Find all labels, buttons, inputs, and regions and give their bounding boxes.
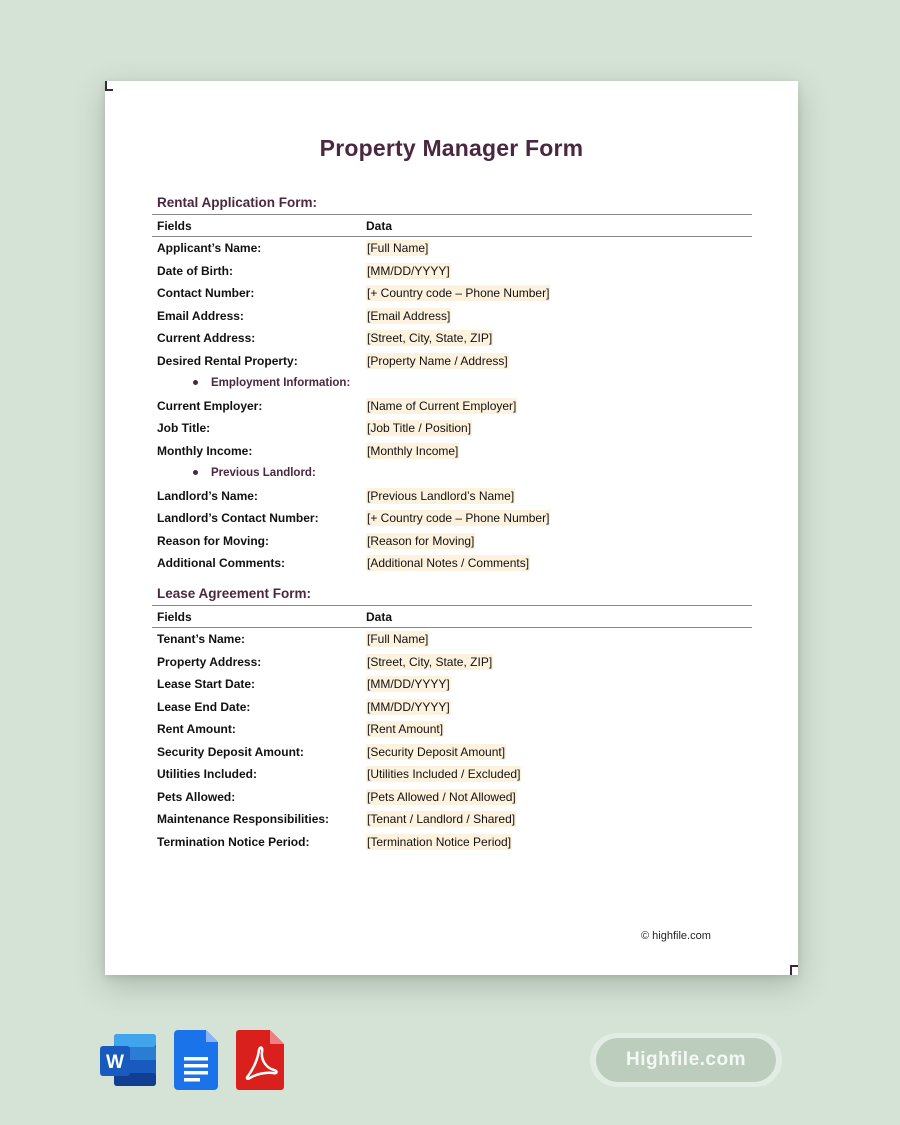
lease-section-title: Lease Agreement Form: bbox=[157, 586, 312, 601]
table-row bbox=[152, 485, 752, 508]
field-value[interactable]: [Rent Amount] bbox=[367, 722, 444, 737]
field-label: Landlord’s Contact Number: bbox=[157, 511, 319, 526]
crop-mark-top-left bbox=[105, 81, 113, 91]
table-row bbox=[152, 673, 752, 696]
landlord-subheading-row bbox=[152, 462, 752, 485]
table-row bbox=[152, 260, 752, 283]
table-row bbox=[152, 327, 752, 350]
field-label: Reason for Moving: bbox=[157, 533, 270, 548]
table-row bbox=[152, 696, 752, 719]
field-value[interactable]: [Tenant / Landlord / Shared] bbox=[367, 812, 516, 827]
data-column-header: Data bbox=[366, 218, 393, 233]
document-page bbox=[105, 81, 798, 975]
rental-table bbox=[152, 214, 752, 575]
table-row bbox=[152, 808, 752, 831]
field-value[interactable]: [+ Country code – Phone Number] bbox=[367, 286, 550, 301]
table-row bbox=[152, 350, 752, 373]
field-label: Job Title: bbox=[157, 421, 211, 436]
field-value[interactable]: [Full Name] bbox=[367, 241, 429, 256]
field-value[interactable]: [Street, City, State, ZIP] bbox=[367, 654, 493, 669]
employment-subheading: Employment Information: bbox=[211, 377, 351, 390]
table-row bbox=[152, 552, 752, 575]
rental-section-title: Rental Application Form: bbox=[157, 195, 318, 210]
table-row bbox=[152, 831, 752, 854]
field-label: Tenant’s Name: bbox=[157, 632, 246, 647]
field-label: Date of Birth: bbox=[157, 263, 233, 278]
table-row bbox=[152, 237, 752, 260]
pdf-icon[interactable] bbox=[236, 1030, 284, 1090]
field-value[interactable]: [Job Title / Position] bbox=[367, 421, 472, 436]
field-value[interactable]: [MM/DD/YYYY] bbox=[367, 263, 450, 278]
field-label: Landlord’s Name: bbox=[157, 488, 258, 503]
field-label: Lease End Date: bbox=[157, 699, 251, 714]
field-label: Additional Comments: bbox=[157, 556, 285, 571]
field-label: Utilities Included: bbox=[157, 767, 258, 782]
table-row bbox=[152, 651, 752, 674]
table-row bbox=[152, 786, 752, 809]
table-row bbox=[152, 305, 752, 328]
field-label: Maintenance Responsibilities: bbox=[157, 812, 330, 827]
field-value[interactable]: [Pets Allowed / Not Allowed] bbox=[367, 789, 516, 804]
landlord-subheading: Previous Landlord: bbox=[211, 467, 316, 480]
field-value[interactable]: [MM/DD/YYYY] bbox=[367, 677, 450, 692]
word-icon[interactable] bbox=[100, 1030, 158, 1090]
field-label: Monthly Income: bbox=[157, 443, 253, 458]
lease-table-header bbox=[152, 605, 752, 628]
bullet-icon bbox=[193, 380, 198, 385]
document-title: Property Manager Form bbox=[319, 135, 584, 161]
table-row bbox=[152, 417, 752, 440]
brand-badge[interactable] bbox=[590, 1033, 782, 1087]
field-value[interactable]: [MM/DD/YYYY] bbox=[367, 699, 450, 714]
word-letter: W bbox=[106, 1052, 124, 1073]
field-value[interactable]: [Termination Notice Period] bbox=[367, 834, 512, 849]
field-value[interactable]: [Name of Current Employer] bbox=[367, 398, 517, 413]
field-label: Current Address: bbox=[157, 331, 256, 346]
field-value[interactable]: [Street, City, State, ZIP] bbox=[367, 331, 493, 346]
field-label: Termination Notice Period: bbox=[157, 834, 310, 849]
table-row bbox=[152, 507, 752, 530]
table-row bbox=[152, 282, 752, 305]
table-row bbox=[152, 741, 752, 764]
field-value[interactable]: [Utilities Included / Excluded] bbox=[367, 767, 521, 782]
field-label: Lease Start Date: bbox=[157, 677, 256, 692]
field-value[interactable]: [Security Deposit Amount] bbox=[367, 744, 506, 759]
table-row bbox=[152, 718, 752, 741]
employment-subheading-row bbox=[152, 372, 752, 395]
crop-mark-bottom-right bbox=[790, 965, 798, 975]
field-label: Contact Number: bbox=[157, 286, 255, 301]
field-value[interactable]: [Additional Notes / Comments] bbox=[367, 556, 530, 571]
field-value[interactable]: [Email Address] bbox=[367, 308, 451, 323]
table-row bbox=[152, 530, 752, 553]
fields-column-header: Fields bbox=[157, 218, 192, 233]
google-docs-icon[interactable] bbox=[174, 1030, 220, 1090]
field-label: Desired Rental Property: bbox=[157, 353, 298, 368]
field-label: Current Employer: bbox=[157, 398, 263, 413]
fields-column-header: Fields bbox=[157, 609, 192, 624]
field-value[interactable]: [Monthly Income] bbox=[367, 443, 459, 458]
field-label: Pets Allowed: bbox=[157, 789, 236, 804]
table-row bbox=[152, 440, 752, 463]
copyright-text: © highfile.com bbox=[641, 930, 711, 942]
field-label: Rent Amount: bbox=[157, 722, 236, 737]
brand-label: Highfile.com bbox=[596, 1038, 776, 1082]
field-label: Applicant’s Name: bbox=[157, 241, 262, 256]
table-row bbox=[152, 763, 752, 786]
field-label: Property Address: bbox=[157, 654, 262, 669]
field-label: Email Address: bbox=[157, 308, 244, 323]
rental-table-header bbox=[152, 214, 752, 237]
field-value[interactable]: [+ Country code – Phone Number] bbox=[367, 511, 550, 526]
bullet-icon bbox=[193, 470, 198, 475]
field-value[interactable]: [Previous Landlord’s Name] bbox=[367, 488, 515, 503]
field-value[interactable]: [Reason for Moving] bbox=[367, 533, 475, 548]
field-value[interactable]: [Full Name] bbox=[367, 632, 429, 647]
field-value[interactable]: [Property Name / Address] bbox=[367, 353, 508, 368]
data-column-header: Data bbox=[366, 609, 393, 624]
field-label: Security Deposit Amount: bbox=[157, 744, 304, 759]
table-row bbox=[152, 628, 752, 651]
table-row bbox=[152, 395, 752, 418]
lease-table bbox=[152, 605, 752, 853]
app-icons bbox=[100, 1030, 284, 1090]
